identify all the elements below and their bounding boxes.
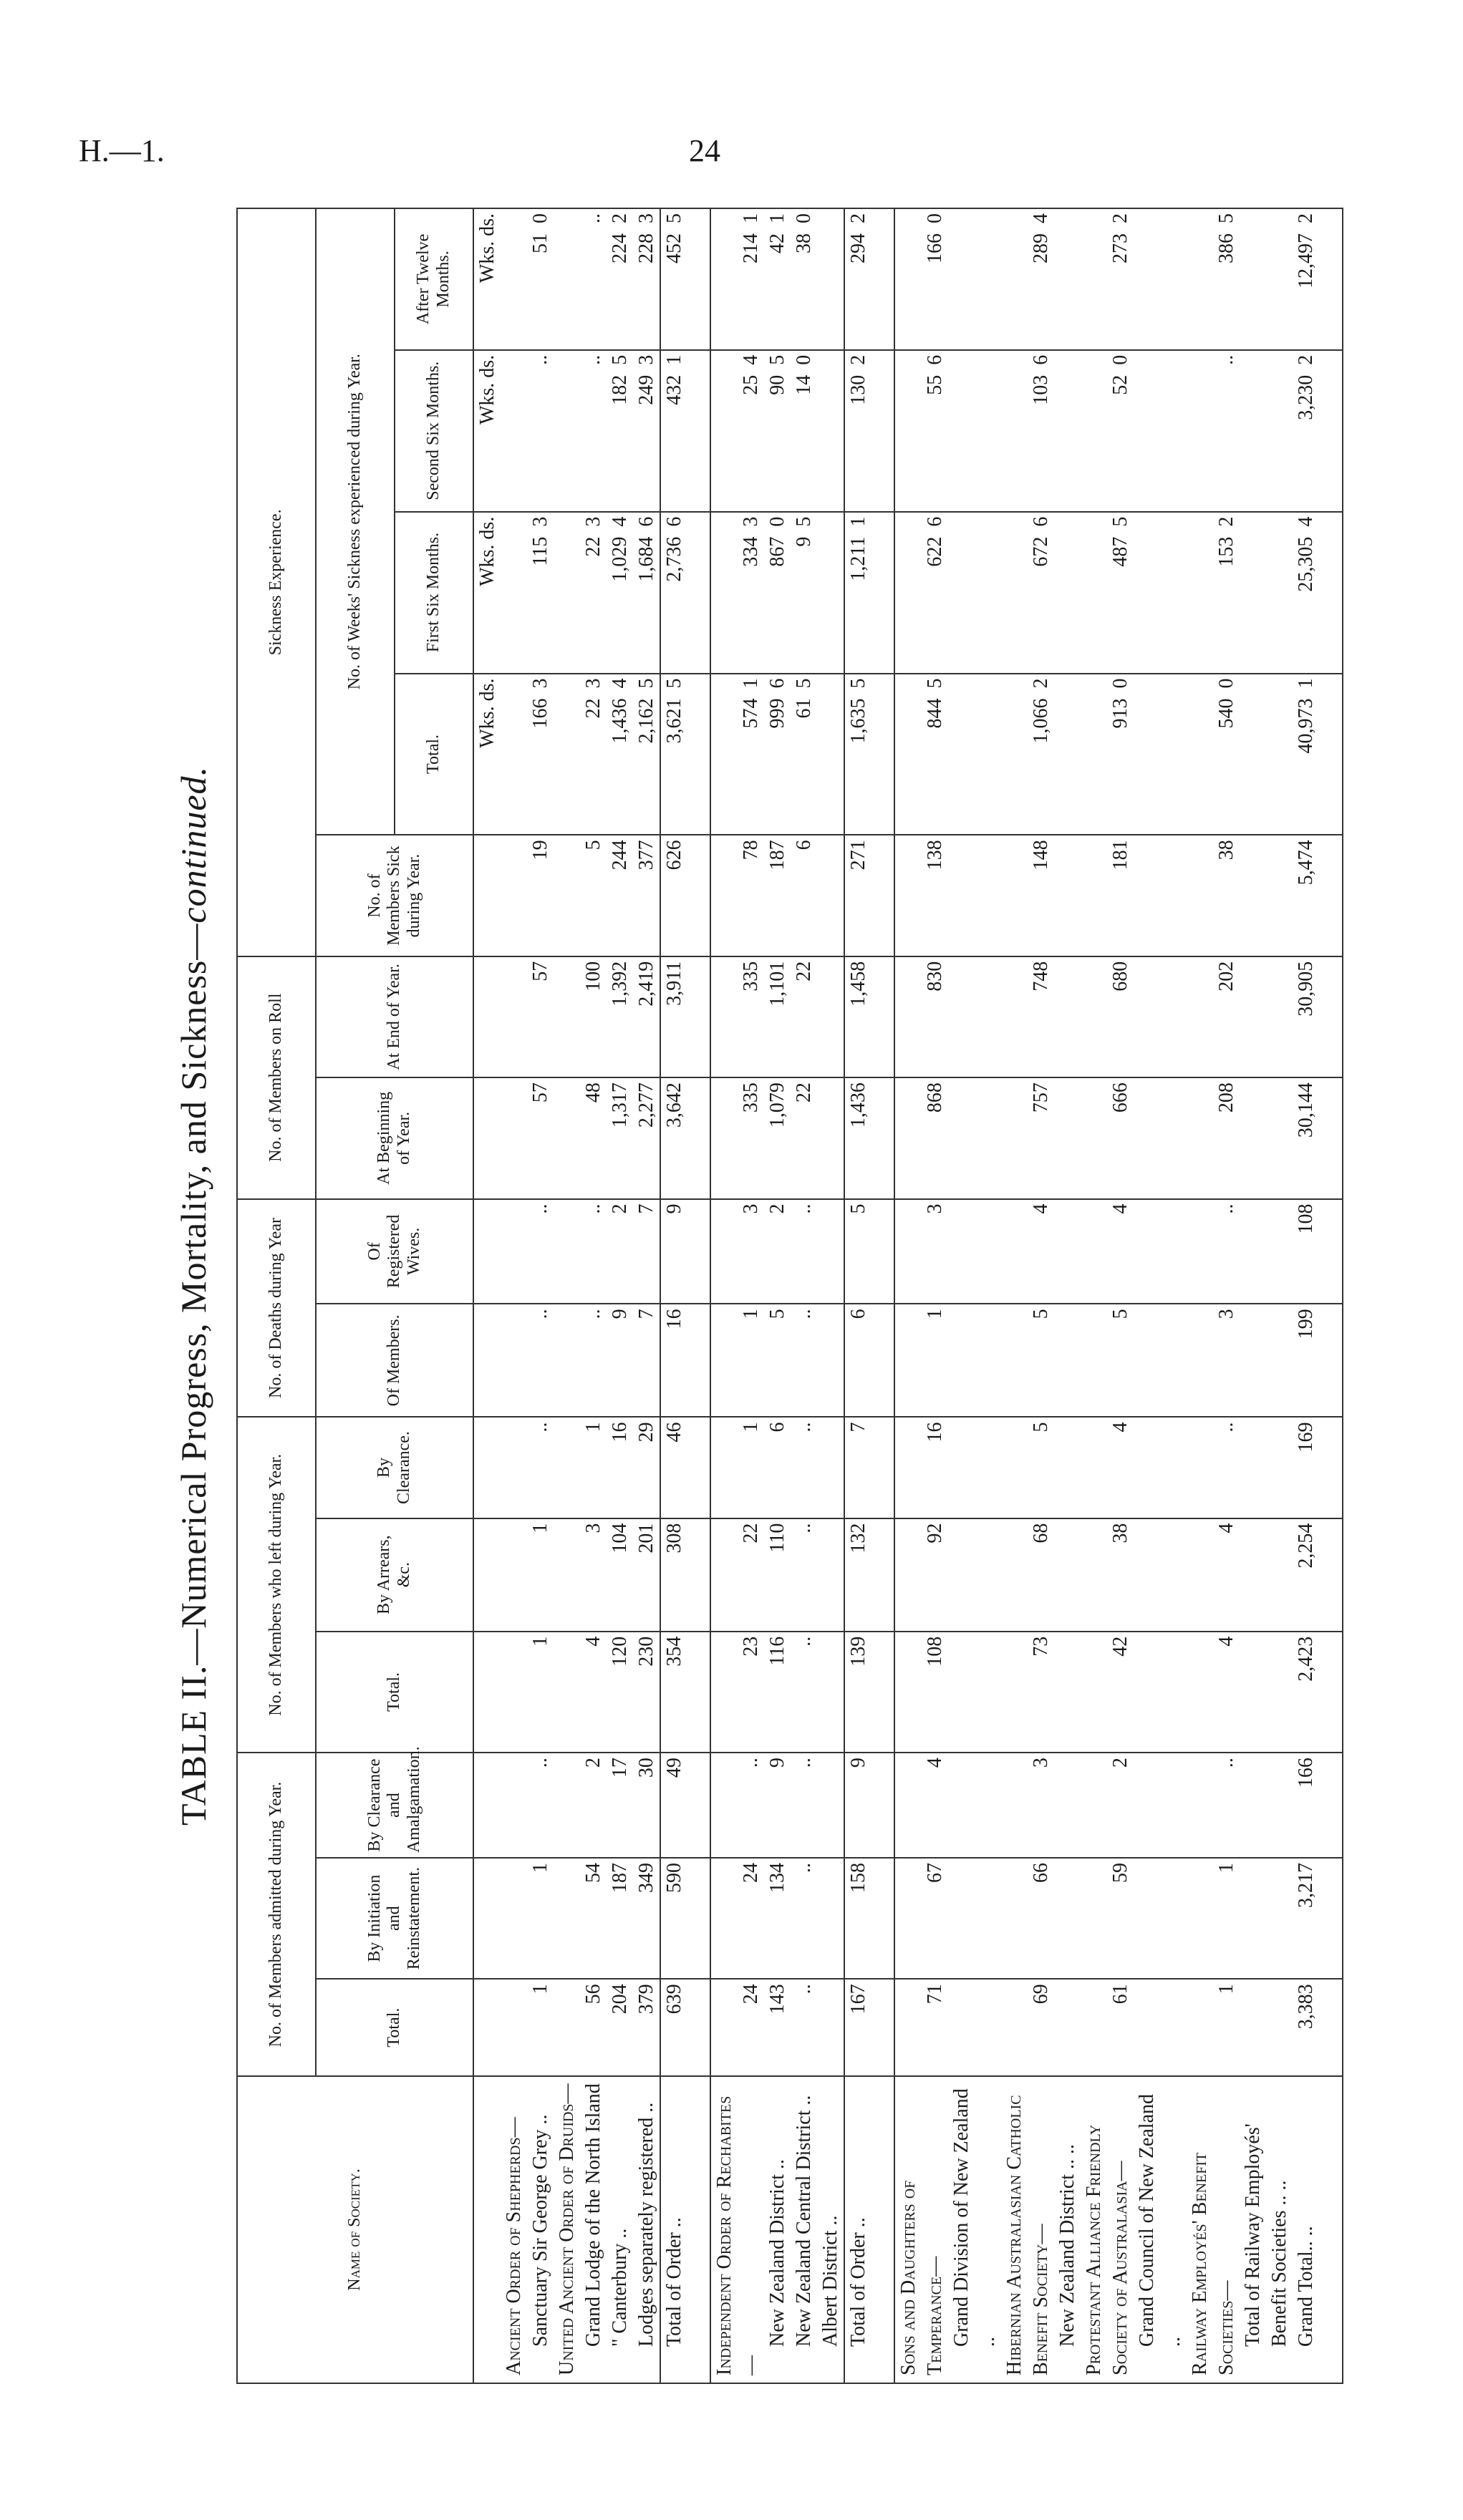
cell-w-after: 273 2 [1081, 208, 1187, 350]
cell-w-total: 844 5 [894, 674, 1001, 835]
header-left-clearance: By Clearance. [316, 1417, 473, 1518]
cell-left-clear: 16 [894, 1417, 1001, 1518]
cell-d-members: 1 [894, 1304, 1001, 1417]
cell-roll-end: 748 [1001, 956, 1081, 1077]
header-left-group: No. of Members who left during Year. [237, 1417, 316, 1753]
header-members-sick: No. of Members Sick during Year. [316, 835, 473, 956]
cell-w-after: 214 1 42 1 38 0 [710, 208, 844, 350]
society-branch-lines: New Zealand District .. New Zealand Central District .. Albert District .. [766, 2095, 841, 2347]
cell-d-wives: 3 [894, 1199, 1001, 1304]
cell-roll-end: 3,911 [660, 956, 710, 1077]
cell-roll-end: 57 [501, 956, 554, 1077]
cell-roll-end: 680 [1081, 956, 1187, 1077]
cell-d-members: 3 [1187, 1304, 1293, 1417]
header-weeks-total: Total. [395, 674, 473, 835]
cell-left-total: 42 [1081, 1632, 1187, 1753]
cell-adm-clear: 4 [894, 1753, 1001, 1858]
table-body [473, 208, 1343, 2383]
header-sickness-group: Sickness Experience. [237, 208, 316, 956]
cell-roll-end: 830 [894, 956, 1001, 1077]
cell-d-wives: 9 [660, 1199, 710, 1304]
society-row [710, 208, 844, 2383]
cell-w-after: 51 0 [501, 208, 554, 350]
cell-w-second: .. [1187, 350, 1293, 512]
cell-w-first: 487 5 [1081, 512, 1187, 674]
cell-sick: 19 [501, 835, 554, 956]
cell-sick: 38 [1187, 835, 1293, 956]
cell-adm-init: 67 [894, 1858, 1001, 1979]
cell-w-second: .. 182 5 249 3 [554, 350, 660, 512]
cell-left-arrears: 22 110 .. [710, 1518, 844, 1632]
header-admitted-total: Total. [316, 1979, 473, 2076]
cell-w-first: 22 3 1,029 4 1,684 6 [554, 512, 660, 674]
society-row [501, 208, 554, 2383]
cell-w-total: 166 3 [501, 674, 554, 835]
cell-left-total: 108 [894, 1632, 1001, 1753]
cell-d-wives: 4 [1081, 1199, 1187, 1304]
cell-roll-end: 1,458 [844, 956, 894, 1077]
cell-adm-init: 1 [501, 1858, 554, 1979]
cell-left-arrears: 132 [844, 1518, 894, 1632]
cell-d-wives: .. [501, 1199, 554, 1304]
cell-roll-end: 202 [1187, 956, 1293, 1077]
cell-w-total: 22 3 1,436 4 2,162 5 [554, 674, 660, 835]
header-deaths-members: Of Members. [316, 1304, 473, 1417]
cell-adm-clear: 166 [1293, 1753, 1343, 1858]
society-branch-lines: Total of Order .. [847, 2217, 869, 2347]
cell-adm-init: 1 [1187, 1858, 1293, 1979]
cell-sick: 181 [1081, 835, 1187, 956]
cell-left-arrears: 38 [1081, 1518, 1187, 1632]
society-name-cell [501, 2076, 554, 2383]
cell-adm-init: 59 [1081, 1858, 1187, 1979]
cell-roll-begin: 48 1,317 2,277 [554, 1077, 660, 1198]
cell-adm-init: 158 [844, 1858, 894, 1979]
unit-label: Wks. ds. [473, 674, 501, 835]
cell-adm-total: 1 [1187, 1979, 1293, 2076]
cell-adm-clear: .. [501, 1753, 554, 1858]
statistics-table [236, 208, 1343, 2384]
cell-adm-total: 167 [844, 1979, 894, 2076]
society-branch-lines: Total of Order .. [663, 2217, 685, 2347]
cell-w-second: 130 2 [844, 350, 894, 512]
society-branch-lines: Sanctuary Sir George Grey .. [529, 2114, 551, 2347]
cell-left-arrears: 3 104 201 [554, 1518, 660, 1632]
cell-left-clear: 46 [660, 1417, 710, 1518]
cell-w-after: 289 4 [1001, 208, 1081, 350]
header-roll-end: At End of Year. [316, 956, 473, 1077]
cell-roll-begin: 868 [894, 1077, 1001, 1198]
cell-w-first: 25,305 4 [1293, 512, 1343, 674]
total-row [844, 208, 894, 2383]
cell-w-after: .. 224 2 228 3 [554, 208, 660, 350]
cell-adm-clear: 2 17 30 [554, 1753, 660, 1858]
society-row [1001, 208, 1081, 2383]
header-roll-begin: At Beginning of Year. [316, 1077, 473, 1198]
cell-w-first: 334 3 867 0 9 5 [710, 512, 844, 674]
header-weeks-group: No. of Weeks' Sickness experienced during Year. [316, 208, 395, 835]
cell-left-clear: 5 [1001, 1417, 1081, 1518]
page-number: 24 [689, 133, 720, 168]
cell-w-total: 540 0 [1187, 674, 1293, 835]
cell-w-total: 3,621 5 [660, 674, 710, 835]
cell-adm-total: 1 [501, 1979, 554, 2076]
cell-left-clear: .. [1187, 1417, 1293, 1518]
cell-d-members: 1 5 .. [710, 1304, 844, 1417]
header-admitted-initiation: By Initiation and Reinstatement. [316, 1858, 473, 1979]
society-branch-lines: Grand Total.. .. [1295, 2226, 1317, 2347]
cell-adm-clear: 2 [1081, 1753, 1187, 1858]
cell-left-arrears: 1 [501, 1518, 554, 1632]
cell-left-clear: 4 [1081, 1417, 1187, 1518]
cell-d-wives: .. [1187, 1199, 1293, 1304]
cell-left-total: 73 [1001, 1632, 1081, 1753]
society-name: Protestant Alliance Friendly Society of Australasia— [1083, 2124, 1131, 2375]
cell-left-total: 4 120 230 [554, 1632, 660, 1753]
cell-sick: 271 [844, 835, 894, 956]
cell-d-members: .. [501, 1304, 554, 1417]
cell-sick: 626 [660, 835, 710, 956]
cell-left-arrears: 2,254 [1293, 1518, 1343, 1632]
society-branch-lines: Grand Council of New Zealand .. [1136, 2094, 1184, 2347]
header-admitted-clearance: By Clearance and Amalgamation. [316, 1753, 473, 1858]
society-name-cell [1001, 2076, 1081, 2383]
cell-adm-init: 54 187 349 [554, 1858, 660, 1979]
cell-roll-begin: 57 [501, 1077, 554, 1198]
unit-label: Wks. ds. [473, 350, 501, 512]
cell-w-after: 294 2 [844, 208, 894, 350]
cell-w-second: 103 6 [1001, 350, 1081, 512]
page-reference: H.—1. [79, 133, 165, 168]
society-branch-lines: New Zealand District .. .. [1056, 2143, 1078, 2347]
cell-adm-total: 24 143 .. [710, 1979, 844, 2076]
cell-adm-init: 590 [660, 1858, 710, 1979]
header-left-total: Total. [316, 1632, 473, 1753]
society-row [894, 208, 1001, 2383]
cell-roll-begin: 666 [1081, 1077, 1187, 1198]
cell-d-members: .. 9 7 [554, 1304, 660, 1417]
grand-total-row [1293, 208, 1343, 2383]
cell-w-first: 115 3 [501, 512, 554, 674]
cell-left-total: 354 [660, 1632, 710, 1753]
cell-left-clear: 1 6 .. [710, 1417, 844, 1518]
cell-left-total: 4 [1187, 1632, 1293, 1753]
cell-adm-init: 3,217 [1293, 1858, 1343, 1979]
society-name-cell [1081, 2076, 1187, 2383]
cell-left-total: 139 [844, 1632, 894, 1753]
cell-w-after: 452 5 [660, 208, 710, 350]
cell-w-after: 386 5 [1187, 208, 1293, 350]
cell-sick: 5,474 [1293, 835, 1343, 956]
cell-left-clear: 1 16 29 [554, 1417, 660, 1518]
cell-adm-clear: 3 [1001, 1753, 1081, 1858]
cell-adm-clear: 9 [844, 1753, 894, 1858]
cell-w-total: 1,066 2 [1001, 674, 1081, 835]
cell-w-first: 1,211 1 [844, 512, 894, 674]
header-admitted-group: No. of Members admitted during Year. [237, 1753, 316, 2076]
cell-adm-total: 3,383 [1293, 1979, 1343, 2076]
cell-sick: 148 [1001, 835, 1081, 956]
cell-left-clear: .. [501, 1417, 554, 1518]
cell-adm-clear: .. 9 .. [710, 1753, 844, 1858]
society-name: Sons and Daughters of Temperance— [897, 2180, 946, 2375]
cell-d-wives: 5 [844, 1199, 894, 1304]
cell-w-second: .. [501, 350, 554, 512]
cell-left-total: 1 [501, 1632, 554, 1753]
cell-roll-begin: 335 1,079 22 [710, 1077, 844, 1198]
society-name: Railway Employés' Benefit Societies— [1189, 2152, 1237, 2375]
society-name-cell [710, 2076, 844, 2383]
society-name: Independent Order of Rechabites— [713, 2095, 762, 2375]
cell-roll-begin: 3,642 [660, 1077, 710, 1198]
cell-roll-end: 335 1,101 22 [710, 956, 844, 1077]
table-title-continued: continued. [173, 765, 213, 924]
cell-roll-begin: 1,436 [844, 1077, 894, 1198]
cell-w-second: 52 0 [1081, 350, 1187, 512]
cell-w-second: 432 1 [660, 350, 710, 512]
header-weeks-first: First Six Months. [395, 512, 473, 674]
cell-w-first: 622 6 [894, 512, 1001, 674]
unit-label: Wks. ds. [473, 208, 501, 350]
cell-d-members: 5 [1081, 1304, 1187, 1417]
cell-d-members: 5 [1001, 1304, 1081, 1417]
cell-roll-end: 30,905 [1293, 956, 1343, 1077]
header-left-arrears: By Arrears, &c. [316, 1518, 473, 1632]
cell-w-after: 166 0 [894, 208, 1001, 350]
cell-left-clear: 7 [844, 1417, 894, 1518]
rotated-table-sheet [158, 208, 1317, 2384]
cell-adm-total: 69 [1001, 1979, 1081, 2076]
cell-adm-init: 24 134 .. [710, 1858, 844, 1979]
society-row [1081, 208, 1187, 2383]
society-name: Ancient Order of Shepherds— [503, 2117, 525, 2375]
society-branch-lines: Total of Railway Employés' Benefit Societies .. .. [1242, 2123, 1290, 2347]
cell-w-first: 672 6 [1001, 512, 1081, 674]
cell-w-second: 55 6 [894, 350, 1001, 512]
cell-roll-begin: 757 [1001, 1077, 1081, 1198]
society-name: United Ancient Order of Druids— [556, 2083, 578, 2375]
cell-adm-total: 639 [660, 1979, 710, 2076]
cell-roll-begin: 208 [1187, 1077, 1293, 1198]
table-title-main: TABLE II.—Numerical Progress, Mortality, and Sickness— [173, 923, 213, 1826]
cell-left-arrears: 68 [1001, 1518, 1081, 1632]
cell-roll-begin: 30,144 [1293, 1077, 1343, 1198]
society-branch-lines: Grand Division of New Zealand .. [950, 2088, 999, 2347]
cell-d-wives: .. 2 7 [554, 1199, 660, 1304]
society-name-cell [1187, 2076, 1293, 2383]
cell-d-members: 6 [844, 1304, 894, 1417]
society-name-cell [1293, 2076, 1343, 2383]
cell-w-first: 153 2 [1187, 512, 1293, 674]
cell-w-total: 40,973 1 [1293, 674, 1343, 835]
cell-w-after: 12,497 2 [1293, 208, 1343, 350]
cell-w-second: 3,230 2 [1293, 350, 1343, 512]
header-deaths-wives: Of Registered Wives. [316, 1199, 473, 1304]
cell-d-wives: 4 [1001, 1199, 1081, 1304]
cell-adm-total: 61 [1081, 1979, 1187, 2076]
cell-adm-total: 71 [894, 1979, 1001, 2076]
cell-sick: 78 187 6 [710, 835, 844, 956]
column-header-society: Name of Society. [237, 2076, 473, 2383]
society-name-cell [660, 2076, 710, 2383]
cell-left-arrears: 4 [1187, 1518, 1293, 1632]
society-name-cell [844, 2076, 894, 2383]
cell-d-members: 199 [1293, 1304, 1343, 1417]
society-name-cell [894, 2076, 1001, 2383]
units-row [473, 208, 501, 2383]
cell-left-total: 23 116 .. [710, 1632, 844, 1753]
society-name: Hibernian Australasian Catholic Benefit Society— [1003, 2095, 1052, 2375]
total-row [660, 208, 710, 2383]
society-row [1187, 208, 1293, 2383]
cell-w-first: 2,736 6 [660, 512, 710, 674]
society-branch-lines: Grand Lodge of the North Island " Canterbury .. Lodges separately registered .. [582, 2083, 657, 2347]
cell-left-arrears: 308 [660, 1518, 710, 1632]
header-deaths-group: No. of Deaths during Year [237, 1199, 316, 1418]
cell-sick: 138 [894, 835, 1001, 956]
cell-left-arrears: 92 [894, 1518, 1001, 1632]
cell-d-members: 16 [660, 1304, 710, 1417]
society-row [554, 208, 660, 2383]
cell-adm-clear: 49 [660, 1753, 710, 1858]
cell-left-total: 2,423 [1293, 1632, 1343, 1753]
cell-d-wives: 108 [1293, 1199, 1343, 1304]
cell-w-total: 1,635 5 [844, 674, 894, 835]
cell-d-wives: 3 2 .. [710, 1199, 844, 1304]
cell-left-clear: 169 [1293, 1417, 1343, 1518]
header-weeks-second: Second Six Months. [395, 350, 473, 512]
cell-sick: 5 244 377 [554, 835, 660, 956]
society-name-cell [554, 2076, 660, 2383]
header-weeks-after: After Twelve Months. [395, 208, 473, 350]
cell-w-total: 913 0 [1081, 674, 1187, 835]
cell-adm-clear: .. [1187, 1753, 1293, 1858]
header-roll-group: No. of Members on Roll [237, 956, 316, 1199]
cell-roll-end: 100 1,392 2,419 [554, 956, 660, 1077]
cell-adm-total: 56 204 379 [554, 1979, 660, 2076]
cell-adm-init: 66 [1001, 1858, 1081, 1979]
cell-w-second: 25 4 90 5 14 0 [710, 350, 844, 512]
unit-label: Wks. ds. [473, 512, 501, 674]
cell-w-total: 574 1 999 6 61 5 [710, 674, 844, 835]
table-title [158, 208, 229, 2384]
